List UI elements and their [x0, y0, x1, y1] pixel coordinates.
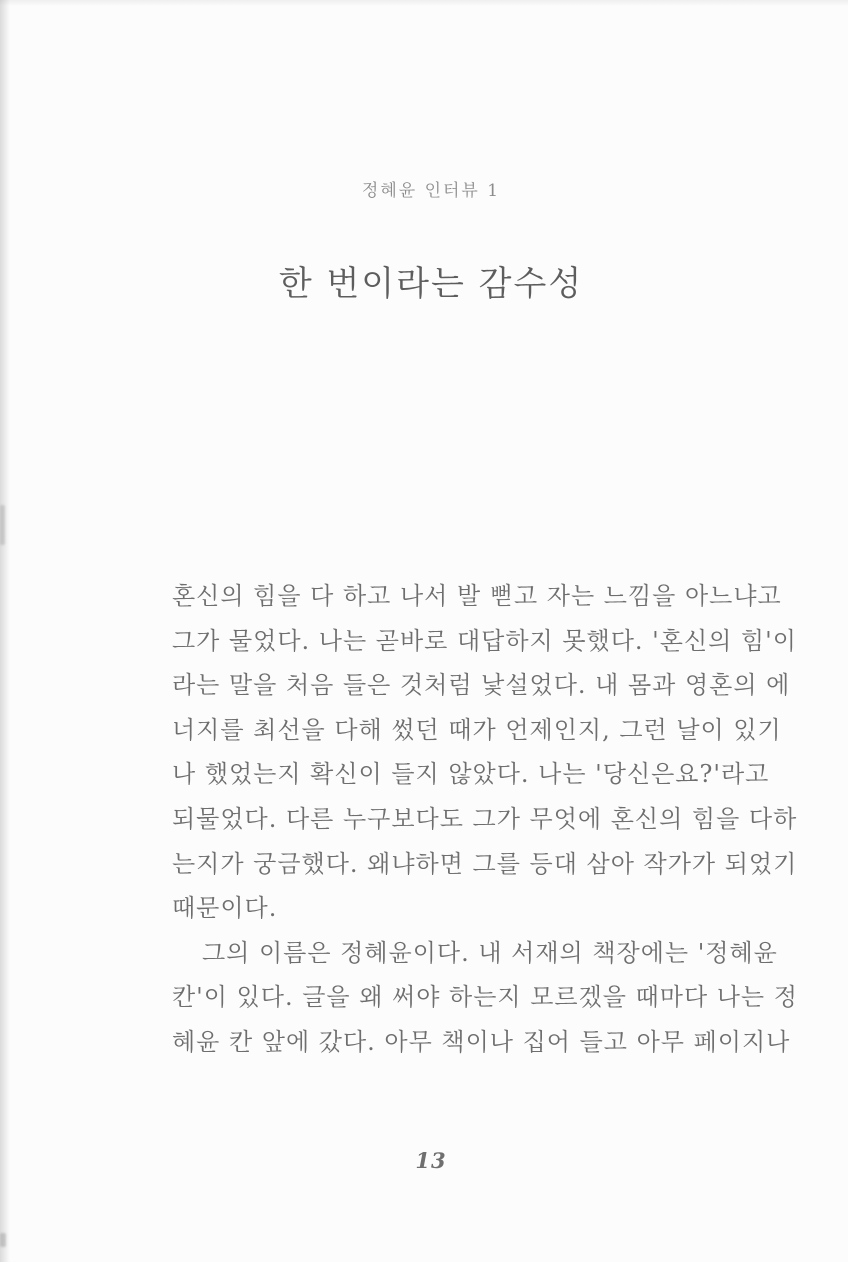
- text-line: 혜윤 칸 앞에 갔다. 아무 책이나 집어 들고 아무 페이지나: [172, 1027, 791, 1056]
- text-line: 그가 물었다. 나는 곧바로 대답하지 못했다. '혼신의 힘'이: [172, 626, 797, 655]
- scan-edge-shadow-left: [0, 0, 10, 1262]
- text-line-paragraph-end: 때문이다.: [172, 894, 278, 923]
- text-line: 는지가 궁금했다. 왜냐하면 그를 등대 삼아 작가가 되었기: [172, 849, 798, 878]
- text-line: 되물었다. 다른 누구보다도 그가 무엇에 혼신의 힘을 다하: [172, 804, 798, 833]
- text-line: 나 했었는지 확신이 들지 않았다. 나는 '당신은요?'라고: [172, 760, 770, 789]
- text-line: 혼신의 힘을 다 하고 나서 발 뻗고 자는 느낌을 아느냐고: [172, 582, 782, 610]
- body-text: [172, 574, 798, 1065]
- text-line-paragraph-start: 그의 이름은 정혜윤이다. 내 서재의 책장에는 '정혜윤: [202, 938, 778, 967]
- scan-artifact: [0, 505, 5, 545]
- scan-edge-shadow-top: [0, 0, 848, 6]
- scan-artifact: [0, 1233, 6, 1247]
- chapter-title: 한 번이라는 감수성: [278, 264, 584, 304]
- page-number: 13: [415, 1148, 447, 1173]
- text-line: 너지를 최선을 다해 썼던 때가 언제인지, 그런 날이 있기: [172, 715, 782, 744]
- text-line: 라는 말을 처음 들은 것처럼 낯설었다. 내 몸과 영혼의 에: [172, 671, 791, 700]
- running-header: 정혜윤 인터뷰 1: [361, 181, 501, 201]
- text-line: 칸'이 있다. 글을 왜 써야 하는지 모르겠을 때마다 나는 정: [172, 983, 798, 1012]
